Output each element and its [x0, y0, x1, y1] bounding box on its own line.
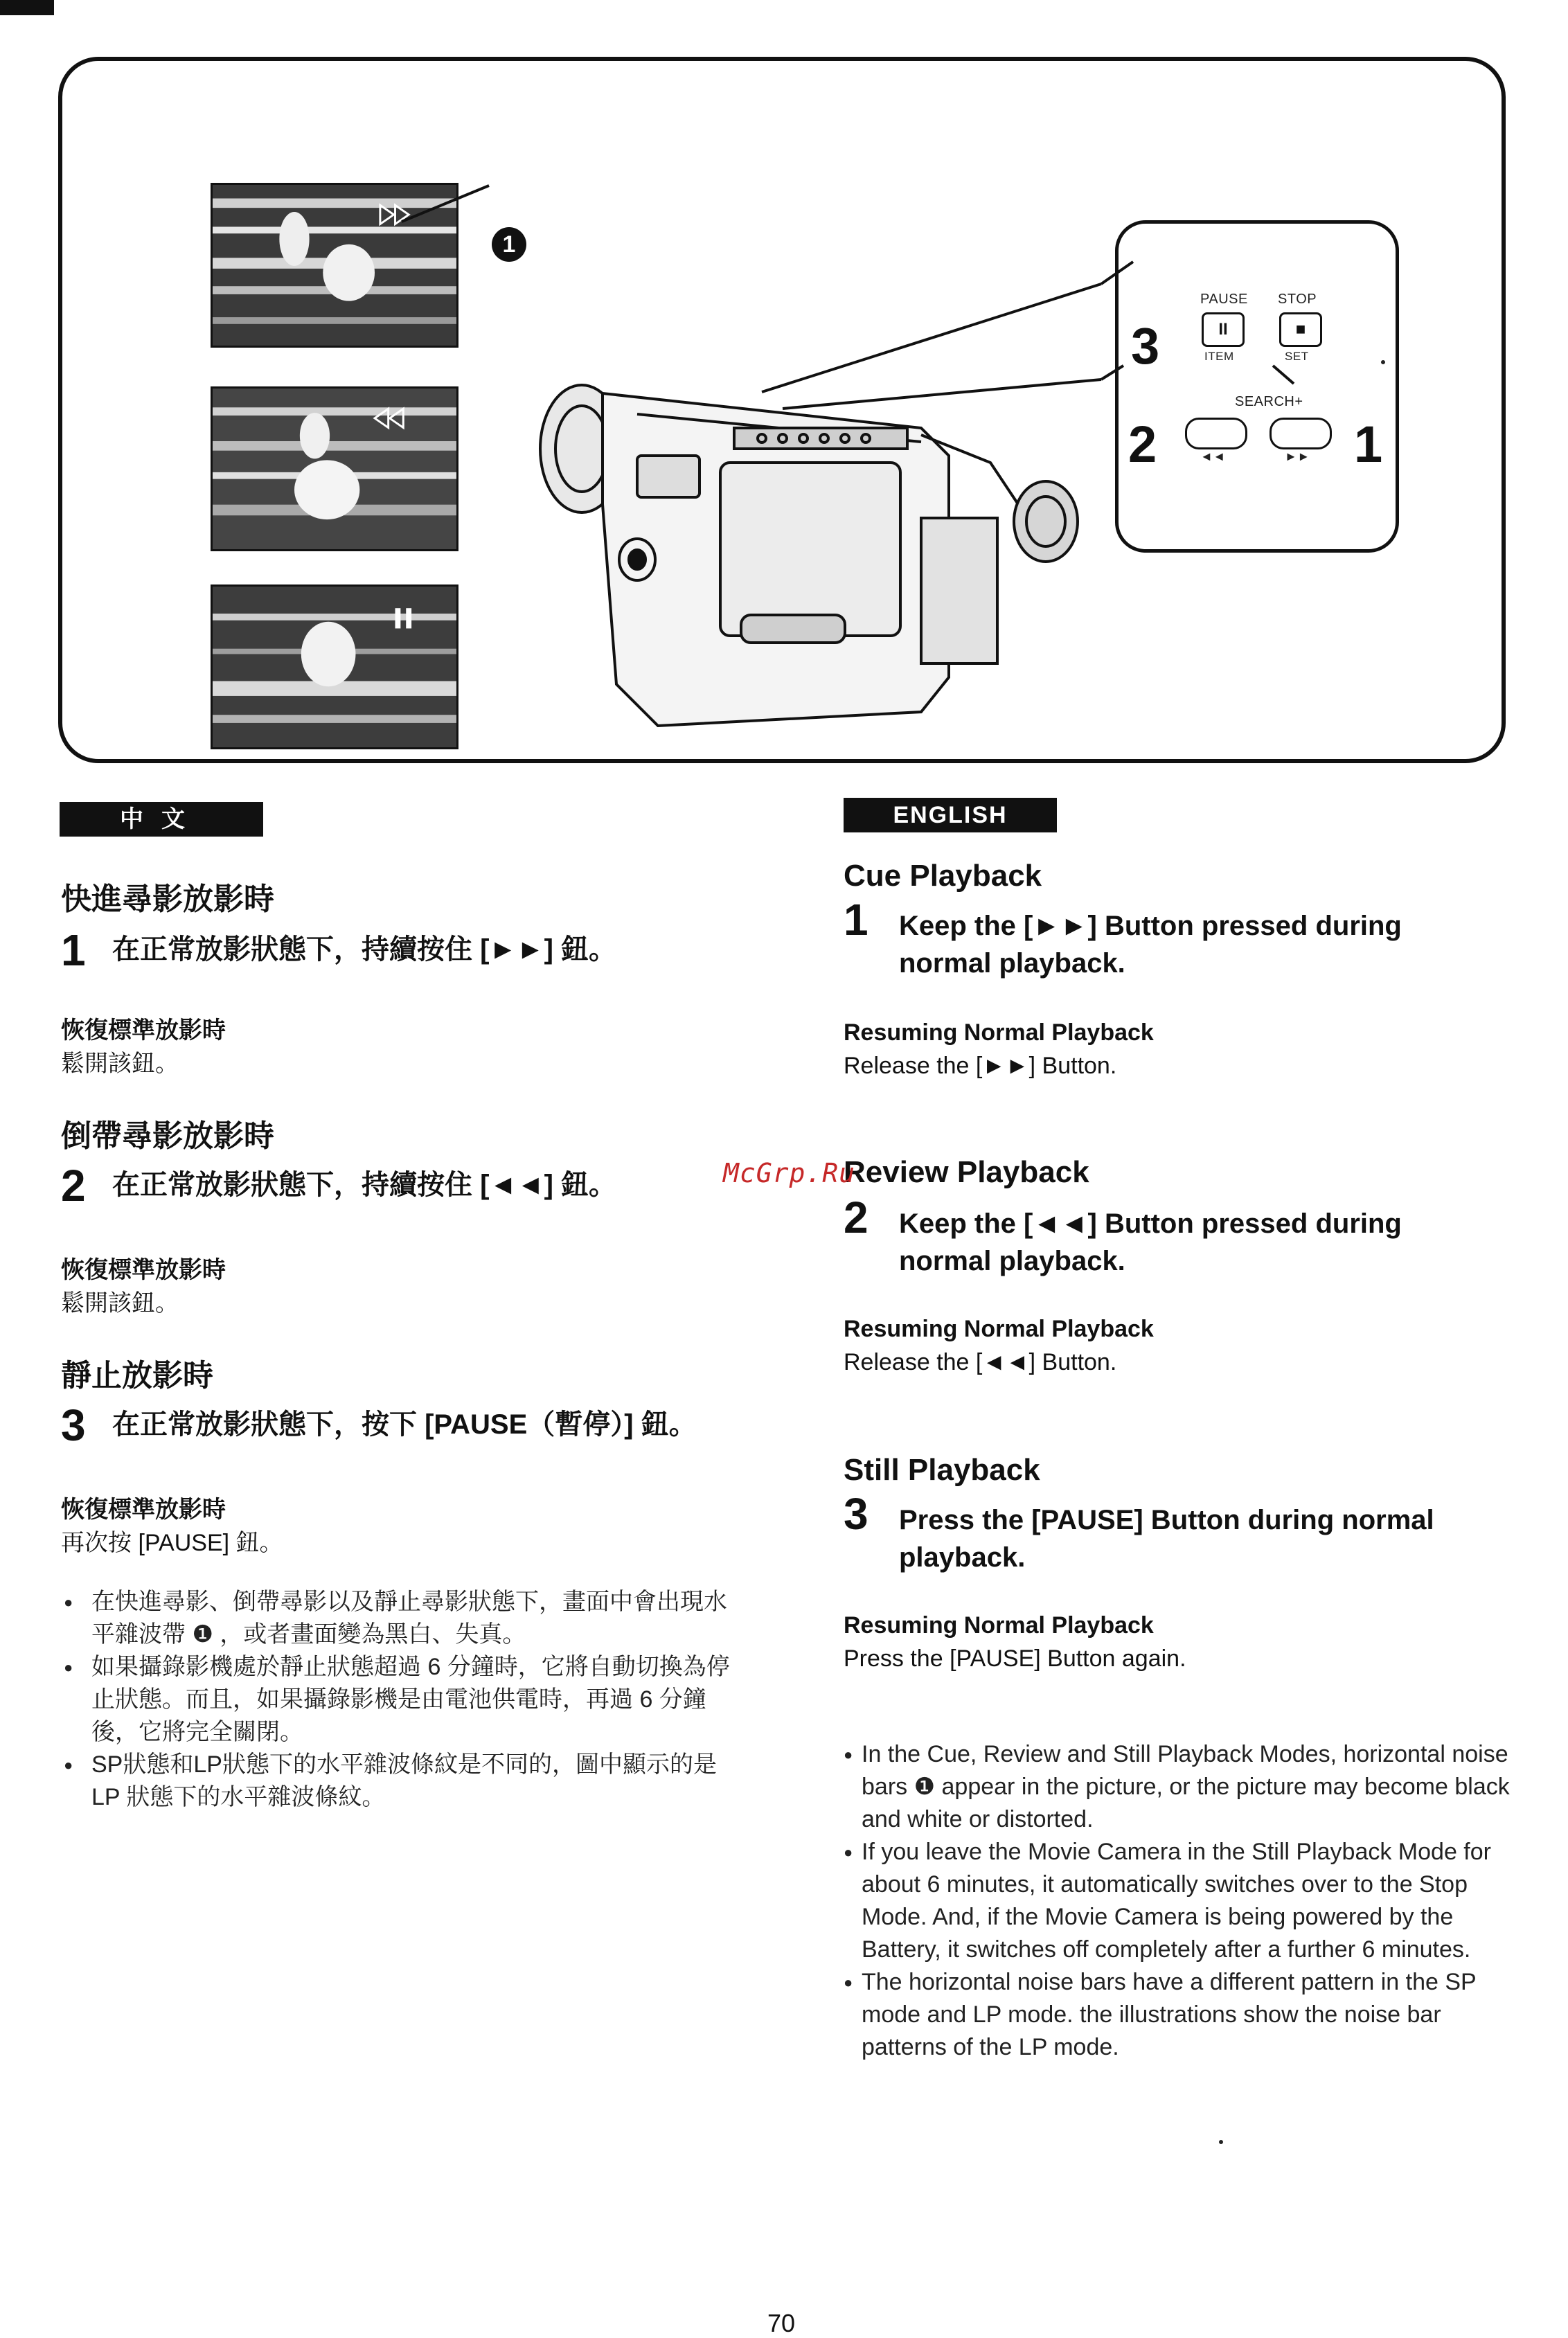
- en-section-title-review: Review Playback: [844, 1155, 1089, 1189]
- page-number: 70: [767, 2309, 796, 2337]
- zh-step-text-2: 在正常放影狀態下，持續按住 [◄◄] 鈕。: [112, 1170, 617, 1200]
- zh-section-title-still: 靜止放影時: [61, 1359, 213, 1393]
- chinese-header: 中文: [60, 802, 263, 837]
- zh-resume-body-1: 鬆開該鈕。: [61, 1051, 179, 1077]
- zh-step-number-2: 2: [61, 1161, 86, 1211]
- zh-section-title-cue: 快進尋影放影時: [61, 882, 274, 916]
- zh-resume-body-2: 鬆開該鈕。: [61, 1290, 179, 1317]
- pause-label: PAUSE: [1200, 292, 1248, 307]
- watermark: McGrp.Ru: [723, 1158, 856, 1188]
- en-section-title-cue: Cue Playback: [844, 859, 1042, 893]
- en-step-text-3: Press the [PAUSE] Button during normal playback.: [899, 1505, 1434, 1573]
- corner-mark: [0, 0, 54, 15]
- item-label: ITEM: [1204, 350, 1234, 363]
- illustration-panel: [58, 57, 1506, 763]
- en-note: ● The horizontal noise bars have a different pattern in the SP mode and LP mode. the illustrations show the noise bar patterns of the LP mode.: [844, 1966, 1515, 2064]
- callout-2: 2: [1128, 416, 1157, 473]
- en-step-text-2: Keep the [◄◄] Button pressed during normal playback.: [899, 1208, 1402, 1276]
- en-step-number-2: 2: [844, 1193, 868, 1242]
- en-resume-title-1: Resuming Normal Playback: [844, 1019, 1154, 1046]
- en-section-title-still: Still Playback: [844, 1453, 1040, 1487]
- set-label: SET: [1285, 350, 1309, 363]
- en-resume-title-2: Resuming Normal Playback: [844, 1316, 1154, 1342]
- rewind-search-button[interactable]: [1185, 418, 1247, 449]
- callout-1: 1: [1354, 416, 1383, 473]
- stray-dot: [1219, 2140, 1223, 2144]
- zh-notes-list: [61, 1586, 740, 1814]
- search-label: SEARCH+: [1235, 394, 1303, 409]
- en-step-number-3: 3: [844, 1489, 868, 1539]
- fast-forward-search-button[interactable]: [1269, 418, 1332, 449]
- stop-button[interactable]: ■: [1279, 312, 1322, 347]
- callout-3: 3: [1131, 317, 1160, 375]
- zh-step-number-3: 3: [61, 1400, 86, 1450]
- en-resume-body-3: Press the [PAUSE] Button again.: [844, 1645, 1186, 1672]
- stop-label: STOP: [1278, 292, 1317, 307]
- stray-dot: [1381, 360, 1385, 364]
- noise-bar-callout: 1: [492, 227, 526, 262]
- zh-section-title-review: 倒帶尋影放影時: [61, 1119, 274, 1153]
- en-resume-body-2: Release the [◄◄] Button.: [844, 1349, 1117, 1375]
- review-playback-thumbnail: [211, 386, 458, 551]
- english-header: ENGLISH: [844, 798, 1057, 832]
- still-playback-thumbnail: [211, 584, 458, 749]
- en-note: ● In the Cue, Review and Still Playback Modes, horizontal noise bars ❶ appear in the picture, or the picture may become black and white or distorted.: [844, 1738, 1515, 1836]
- en-resume-title-3: Resuming Normal Playback: [844, 1612, 1154, 1639]
- en-note: ● If you leave the Movie Camera in the Still Playback Mode for about 6 minutes, it automatically switches over to the Stop Mode. And, if the Movie Camera is being powered by the Battery, it switches off completely after a further 6 minutes.: [844, 1836, 1515, 1966]
- en-step-number-1: 1: [844, 895, 868, 945]
- en-notes-list: [844, 1738, 1515, 2064]
- zh-resume-title-2: 恢復標準放影時: [61, 1257, 226, 1283]
- camcorder-drawing: [533, 366, 1101, 767]
- zh-step-number-1: 1: [61, 925, 86, 975]
- rewind-symbol: ◄◄: [1200, 449, 1226, 463]
- fast-forward-symbol: ►►: [1285, 449, 1310, 463]
- en-step-text-1: Keep the [►►] Button pressed during normal playback.: [899, 911, 1402, 979]
- zh-resume-title-3: 恢復標準放影時: [61, 1497, 226, 1523]
- zh-note: ● 如果攝錄影機處於靜止狀態超過 6 分鐘時，它將自動切換為停止狀態。而且，如果攝錄影機是由電池供電時，再過 6 分鐘後，它將完全關閉。: [61, 1651, 740, 1749]
- pause-button[interactable]: II: [1202, 312, 1245, 347]
- button-detail-inset: [1115, 220, 1399, 553]
- zh-step-text-3: 在正常放影狀態下，按下 [PAUSE（暫停）] 鈕。: [112, 1409, 697, 1440]
- zh-step-text-1: 在正常放影狀態下，持續按住 [►►] 鈕。: [112, 934, 617, 965]
- en-resume-body-1: Release the [►►] Button.: [844, 1053, 1117, 1079]
- zh-note: ● SP狀態和LP狀態下的水平雜波條紋是不同的，圖中顯示的是 LP 狀態下的水平雜波條紋。: [61, 1749, 740, 1814]
- zh-note: ● 在快進尋影、倒帶尋影以及靜止尋影狀態下，畫面中會出現水平雜波帶 ❶ ，或者畫面變為黑白、失真。: [61, 1586, 740, 1651]
- zh-resume-body-3: 再次按 [PAUSE] 鈕。: [61, 1530, 283, 1556]
- zh-resume-title-1: 恢復標準放影時: [61, 1017, 226, 1044]
- cue-playback-thumbnail: [211, 183, 458, 348]
